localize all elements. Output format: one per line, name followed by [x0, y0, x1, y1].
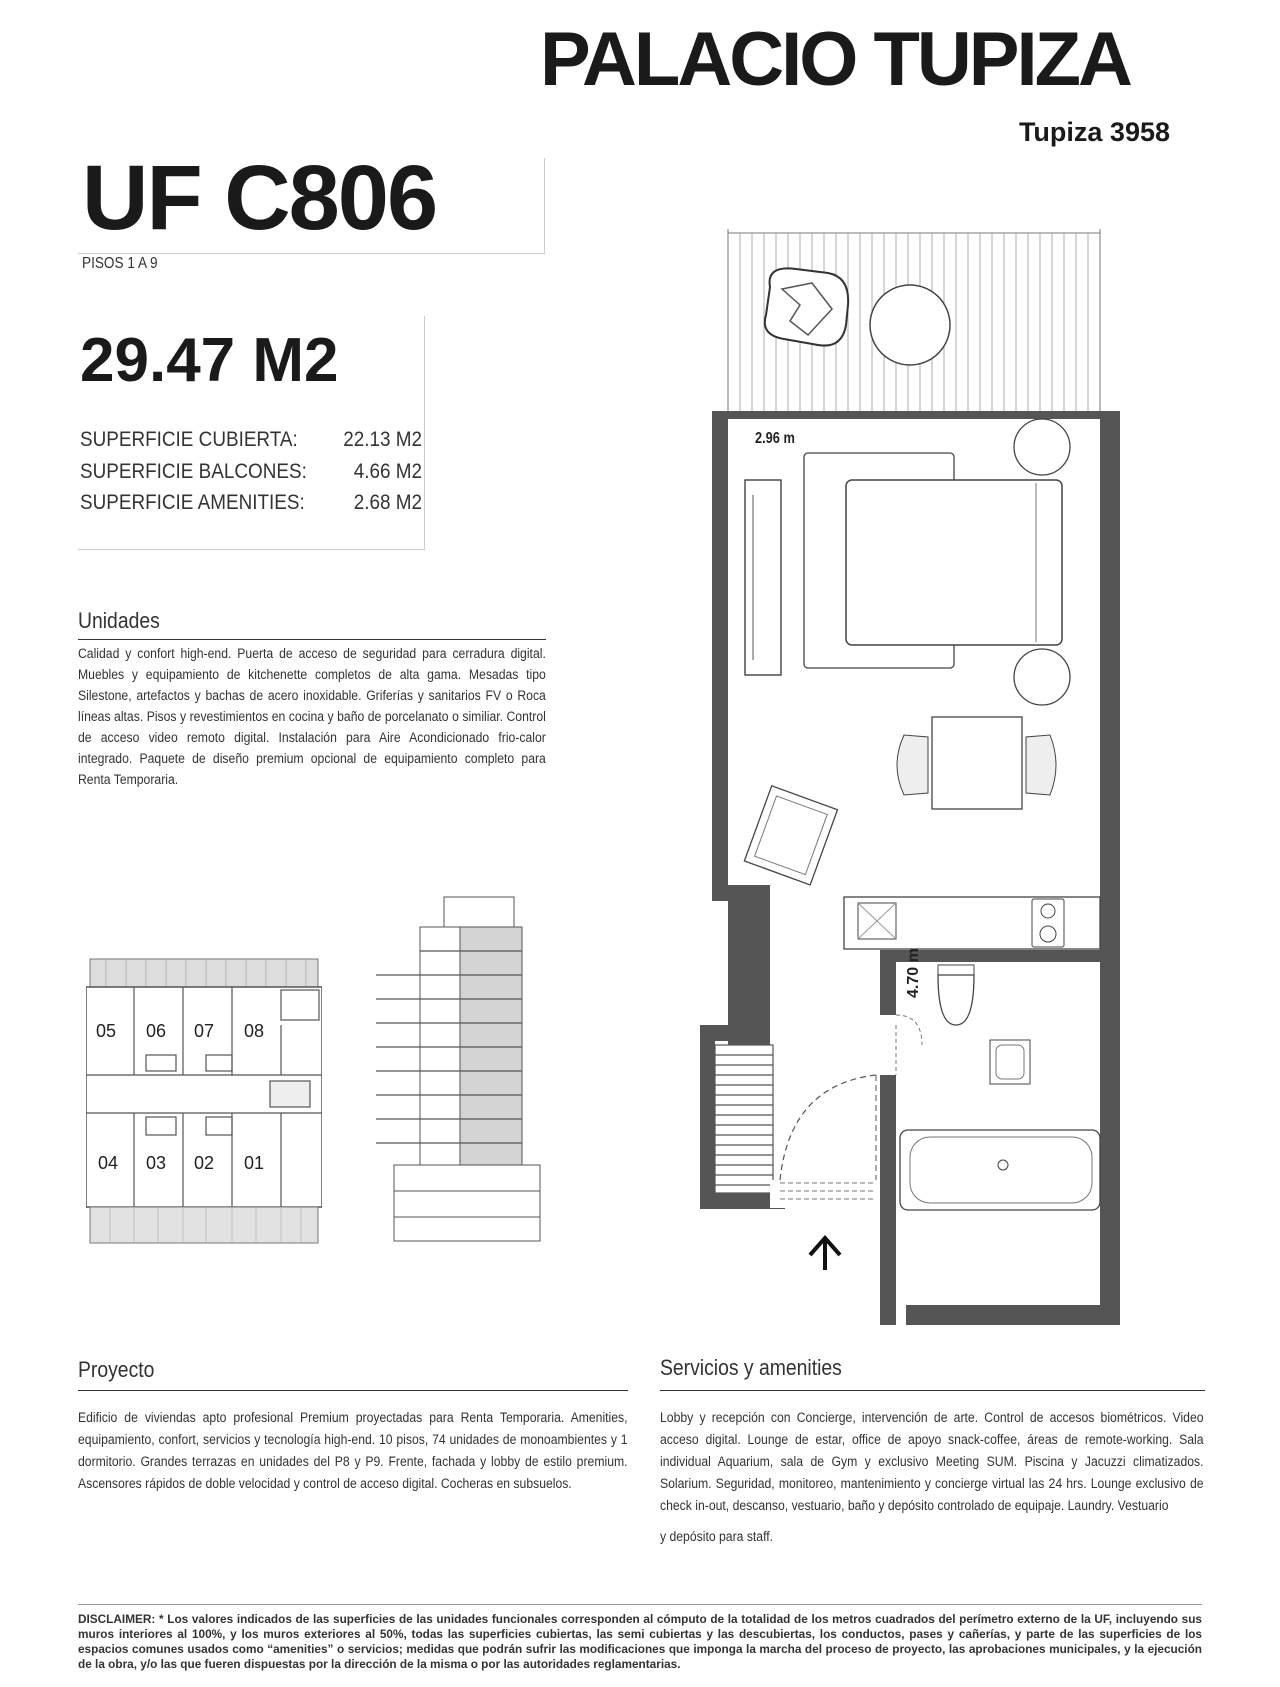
surface-label: SUPERFICIE AMENITIES: — [80, 491, 305, 514]
key-unit-label: 01 — [244, 1153, 265, 1173]
servicios-text-tail: y depósito para staff. — [660, 1529, 774, 1545]
unidades-rule — [78, 639, 546, 640]
dim-width-label: 2.96 m — [755, 430, 795, 447]
servicios-heading: Servicios y amenities — [660, 1355, 842, 1380]
servicios-rule — [660, 1390, 1205, 1391]
brand-address: Tupiza 3958 — [1018, 117, 1170, 147]
total-area: 29.47 M2 — [80, 326, 339, 395]
balcony — [728, 229, 1100, 411]
unidades-heading: Unidades — [78, 608, 160, 633]
disclaimer-text: * Los valores indicados de las superficies de las unidades funcionales corresponden al cómputo de la totalidad de los metros cuadrados del perímetro externo de la UF, incluyendo sus muros interiores al 100%, y los muros exteriores al 50%, todas las superficies cubiertas, las semi cubiertas y las descubiertas, los conductos, pases y cañerías, y parte de las superficies de los espacios comunes usados como “amenities” o servicios; medidas que podrán sufrir las modificaciones que imponga la marcha del proceso de proyecto, las aprobaciones municipales, y la ejecución de la obra, y/o las que fueren dispuestas por la dirección de la misma o por las autoridades reglamentarias. — [78, 1612, 1202, 1671]
building-section — [376, 895, 566, 1245]
proyecto-text: Edificio de viviendas apto profesional Premium proyectadas para Renta Temporaria. Amenities, equipamiento, confort, servicios y tecnología high-end. 10 pisos, 74 unidades de monoambientes y 1 dormitorio. Grandes terrazas en unidades del P8 y P9. Frente, fachada y lobby de estilo premium. Ascensores rápidos de doble velocidad y control de acceso digital. Cocheras en subsuelos. — [78, 1410, 628, 1492]
unidades-text: Calidad y confort high-end. Puerta de acceso de seguridad para cerradura digital. Muebles y equipamiento de kitchenette completos de alta gama. Mesadas tipo Silestone, artefactos y bachas de acero inoxidable. Griferías y sanitarios FV o Roca líneas altas. Pisos y revestimientos en cocina y baño de porcelanato o similiar. Control de acceso video remoto digital. Instalación para Aire Acondicionado frio-calor integrado. Paquete de diseño premium opcional de equipamiento completo para Renta Temporaria. — [78, 646, 546, 788]
dim-kitchen-label: 4.70 m — [905, 948, 922, 998]
disclaimer-label: DISCLAIMER: — [78, 1612, 156, 1626]
surface-label: SUPERFICIE CUBIERTA: — [80, 428, 298, 451]
surface-row — [80, 428, 422, 452]
entry-stairs — [715, 1045, 773, 1193]
surface-value: 4.66 M2 — [353, 460, 422, 483]
servicios-text: Lobby y recepción con Concierge, intervención de arte. Control de accesos biométricos. Video acceso digital. Lounge de estar, office de apoyo snack-coffee, áreas de remote-working. Sala individual Aquarium, sala de Gym y exclusivo Meeting SUM. Piscina y Jacuzzi climatizados. Solarium. Seguridad, monitoreo, mantenimiento y concierge virtual las 24 hrs. Lounge exclusivo de check in-out, descanso, vestuario, baño y depósito controlado de equipaje. Laundry. Vestuario — [660, 1410, 1204, 1514]
proyecto-rule — [78, 1390, 628, 1391]
surface-label: SUPERFICIE BALCONES: — [80, 460, 307, 483]
unit-floors: PISOS 1 A 9 — [82, 255, 158, 272]
key-unit-label: 05 — [96, 1021, 117, 1041]
brand-title: PALACIO TUPIZA — [540, 17, 1130, 102]
proyecto-heading: Proyecto — [78, 1357, 155, 1382]
surface-row — [80, 491, 422, 515]
disclaimer — [78, 1612, 1202, 1672]
key-unit-label: 03 — [146, 1153, 167, 1173]
disclaimer-rule — [78, 1604, 1202, 1605]
key-unit-label: 04 — [98, 1153, 119, 1173]
surface-row — [80, 460, 422, 484]
surface-value: 22.13 M2 — [343, 428, 422, 451]
key-plan — [86, 955, 322, 1247]
key-unit-label: 08 — [244, 1021, 265, 1041]
floor-plan — [700, 225, 1120, 1335]
key-unit-label: 02 — [194, 1153, 215, 1173]
surface-value: 2.68 M2 — [353, 491, 422, 514]
unit-code: UF C806 — [82, 147, 437, 249]
key-unit-label: 06 — [146, 1021, 167, 1041]
key-unit-label: 07 — [194, 1021, 215, 1041]
